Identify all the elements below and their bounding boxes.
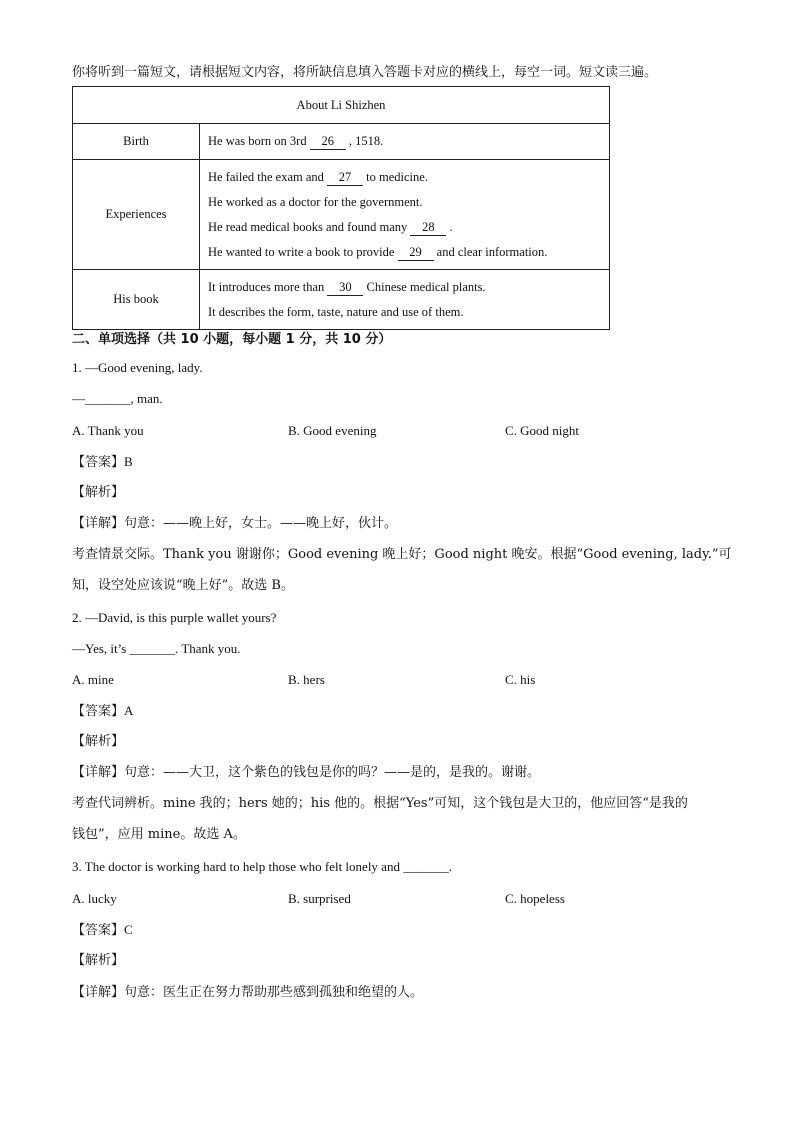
q1-stem-2: —_______, man. <box>72 391 163 406</box>
q2-detail <box>72 764 540 782</box>
text: , 1518. <box>348 134 384 148</box>
text: He read medical books and found many <box>208 219 408 234</box>
detail-tag: 【详解】 <box>72 985 125 1000</box>
row-label-book: His book <box>73 270 200 330</box>
detail-text: 句意：——晚上好，女士。——晚上好，伙计。 <box>124 516 398 531</box>
exp-line-2: He worked as a doctor for the government. <box>208 194 423 209</box>
q1-option-b: B. Good evening <box>288 423 377 438</box>
q2-explanation-2: 钱包”，应用 mine。故选 A。 <box>72 827 246 842</box>
q3-analysis-tag: 【解析】 <box>72 953 125 968</box>
q1-explanation-1: 考查情景交际。Thank you 谢谢你；Good evening 晚上好；Good night 晚安。根据“Good evening, lady.”可 <box>72 547 732 562</box>
listening-instructions: 你将听到一篇短文，请根据短文内容，将所缺信息填入答题卡对应的横线上，每空一词。短文读三遍。 <box>72 65 658 80</box>
q1-stem-1: 1. —Good evening, lady. <box>72 360 203 375</box>
q3-option-c: C. hopeless <box>505 891 565 906</box>
answer-value: A <box>124 703 134 718</box>
blank-29: 29 <box>398 245 434 261</box>
answer-tag: 【答案】 <box>72 923 125 938</box>
row-content-birth <box>200 124 610 160</box>
section-title: 二、单项选择（共 10 小题，每小题 1 分，共 10 分） <box>72 332 392 347</box>
text: to medicine. <box>366 169 428 184</box>
text: It introduces more than <box>208 279 325 294</box>
answer-value: B <box>124 454 133 469</box>
row-label-experiences: Experiences <box>73 160 200 270</box>
q2-option-a: A. mine <box>72 672 114 687</box>
q1-option-c: C. Good night <box>505 423 580 438</box>
table-title: About Li Shizhen <box>73 87 610 124</box>
q3-stem: 3. The doctor is working hard to help those who felt lonely and _______. <box>72 859 452 874</box>
q1-explanation-2: 知，设空处应该说“晚上好”。故选 B。 <box>72 578 294 593</box>
text: He was born on 3rd <box>208 134 307 148</box>
q3-detail <box>72 984 423 1002</box>
blank-30: 30 <box>327 280 363 296</box>
row-content-experiences <box>200 160 610 270</box>
exp-line-3 <box>208 215 601 240</box>
text: He failed the exam and <box>208 169 324 184</box>
detail-text: 句意：医生正在努力帮助那些感到孤独和绝望的人。 <box>124 985 424 1000</box>
answer-value: C <box>124 922 133 937</box>
answer-tag: 【答案】 <box>72 704 125 719</box>
detail-text: 句意：——大卫，这个紫色的钱包是你的吗？——是的，是我的。谢谢。 <box>124 765 541 780</box>
row-content-book <box>200 270 610 330</box>
q2-analysis-tag: 【解析】 <box>72 734 125 749</box>
q2-stem-2: —Yes, it’s _______. Thank you. <box>72 641 241 656</box>
exp-line-4 <box>208 240 601 265</box>
text: . <box>449 219 453 234</box>
exp-line-1 <box>208 165 601 190</box>
q3-option-b: B. surprised <box>288 891 351 906</box>
book-line-1 <box>208 275 601 300</box>
q2-option-b: B. hers <box>288 672 325 687</box>
q2-option-c: C. his <box>505 672 536 687</box>
blank-27: 27 <box>327 170 363 186</box>
answer-tag: 【答案】 <box>72 455 125 470</box>
info-table <box>72 86 610 330</box>
text: and clear information. <box>436 244 548 259</box>
blank-26: 26 <box>310 134 346 150</box>
q2-explanation-1: 考查代词辨析。mine 我的；hers 她的；his 他的。根据“Yes”可知，这个钱包是大卫的，他应回答“是我的 <box>72 796 688 811</box>
q3-answer <box>72 921 133 940</box>
detail-tag: 【详解】 <box>72 516 125 531</box>
row-label-birth: Birth <box>73 124 200 160</box>
text: Chinese medical plants. <box>366 279 486 294</box>
q2-stem-1: 2. —David, is this purple wallet yours? <box>72 610 277 625</box>
q2-answer <box>72 702 133 721</box>
blank-28: 28 <box>410 220 446 236</box>
book-line-2: It describes the form, taste, nature and use of them. <box>208 304 464 319</box>
q1-answer <box>72 453 133 472</box>
q1-detail <box>72 515 397 533</box>
detail-tag: 【详解】 <box>72 765 125 780</box>
q3-option-a: A. lucky <box>72 891 117 906</box>
q1-option-a: A. Thank you <box>72 423 144 438</box>
q1-analysis-tag: 【解析】 <box>72 485 125 500</box>
text: He wanted to write a book to provide <box>208 244 395 259</box>
